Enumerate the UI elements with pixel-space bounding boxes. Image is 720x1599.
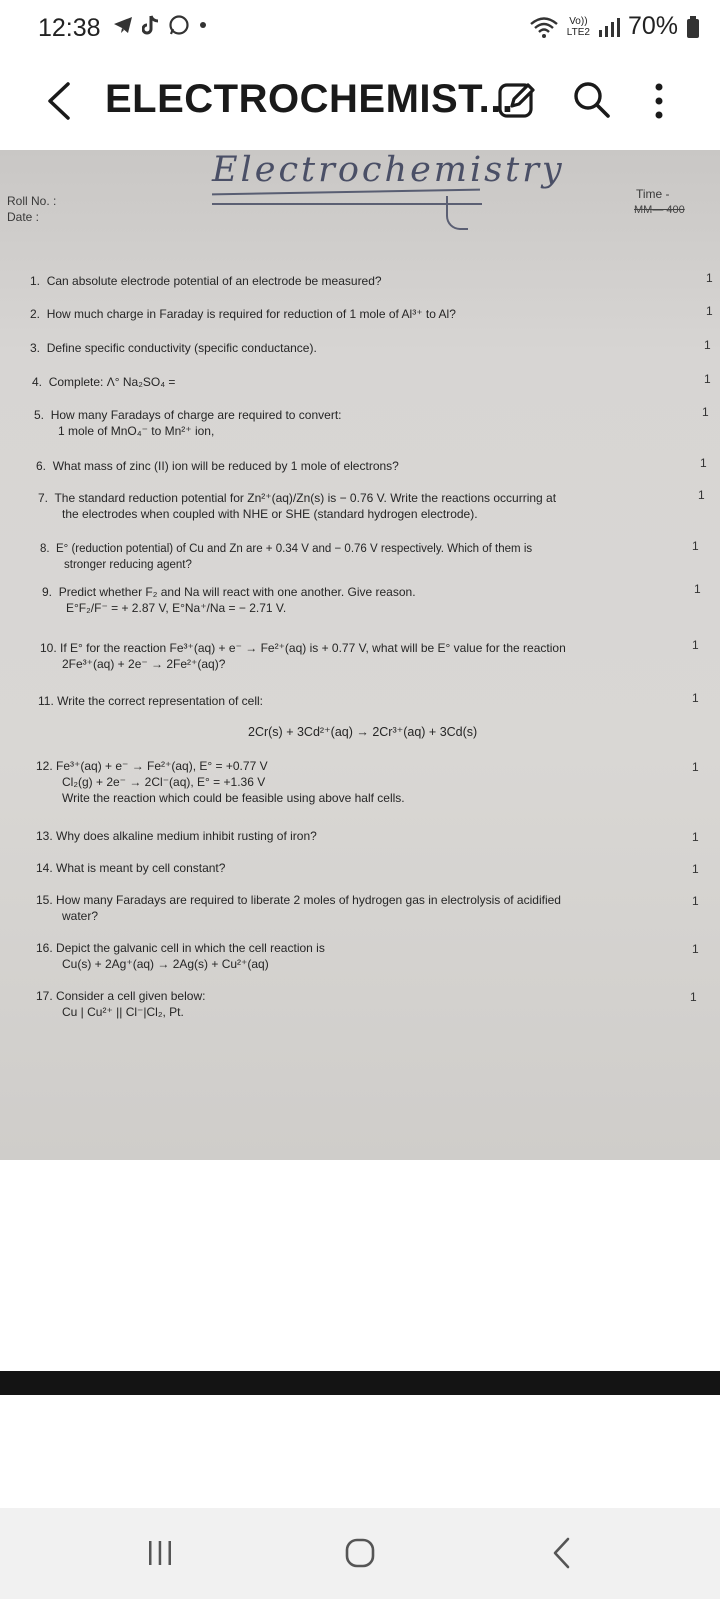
mark-1: 1 bbox=[706, 271, 713, 285]
question-16: 16. Depict the galvanic cell in which the cell reaction is Cu(s) + 2Ag⁺(aq) → 2Ag(s) + Cu²⁺(aq) bbox=[36, 941, 325, 971]
roll-no-label: Roll No. : bbox=[7, 194, 57, 208]
mark-14: 1 bbox=[692, 862, 699, 876]
question-12: 12. Fe³⁺(aq) + e⁻ → Fe²⁺(aq), E° = +0.77 V Cl₂(g) + 2e⁻ → 2Cl⁻(aq), E° = +1.36 V Write the reaction which could be feasible using above half cells. bbox=[36, 759, 405, 805]
back-icon bbox=[550, 1536, 574, 1570]
navigation-bar bbox=[0, 1508, 720, 1599]
volte-indicator: Vo)) LTE2 bbox=[566, 15, 590, 38]
search-button[interactable] bbox=[568, 77, 614, 123]
question-15: 15. How many Faradays are required to liberate 2 moles of hydrogen gas in electrolysis of acidified water? bbox=[36, 893, 561, 923]
system-icons bbox=[529, 12, 700, 41]
notification-icons bbox=[112, 14, 208, 36]
recent-apps-button[interactable] bbox=[145, 1538, 175, 1568]
question-6: 6. What mass of zinc (II) ion will be reduced by 1 mole of electrons? bbox=[36, 459, 399, 473]
question-14: 14. What is meant by cell constant? bbox=[36, 861, 226, 875]
tiktok-icon bbox=[142, 14, 160, 36]
mark-8: 1 bbox=[692, 539, 699, 553]
handwritten-underline bbox=[212, 203, 482, 205]
app-bar bbox=[0, 60, 720, 146]
mark-5: 1 bbox=[702, 405, 709, 419]
question-9: 9. Predict whether F₂ and Na will react with one another. Give reason. E°F₂/F⁻ = + 2.87 V, E°Na⁺/Na = − 2.71 V. bbox=[42, 585, 416, 615]
recent-apps-icon bbox=[145, 1538, 175, 1568]
cell-equation: 2Cr(s) + 3Cd²⁺(aq) → 2Cr³⁺(aq) + 3Cd(s) bbox=[248, 725, 478, 739]
whatsapp-icon bbox=[168, 14, 190, 36]
question-13: 13. Why does alkaline medium inhibit rusting of iron? bbox=[36, 829, 317, 843]
question-2: 2. How much charge in Faraday is required for reduction of 1 mole of Al³⁺ to Al? bbox=[30, 307, 456, 321]
question-1: 1. Can absolute electrode potential of an electrode be measured? bbox=[30, 274, 382, 288]
dot-icon bbox=[198, 20, 208, 30]
mark-16: 1 bbox=[692, 942, 699, 956]
question-11: 11. Write the correct representation of cell: bbox=[38, 694, 264, 708]
date-label: Date : bbox=[7, 210, 40, 224]
back-button[interactable] bbox=[40, 78, 80, 124]
viewer-divider bbox=[0, 1371, 720, 1395]
mark-10: 1 bbox=[692, 638, 699, 652]
mark-12: 1 bbox=[692, 760, 699, 774]
mark-6: 1 bbox=[700, 456, 707, 470]
telegram-icon bbox=[112, 15, 134, 35]
home-icon bbox=[343, 1536, 377, 1570]
battery-percent: 70% bbox=[627, 12, 678, 40]
question-8: 8. E° (reduction potential) of Cu and Zn are + 0.34 V and − 0.76 V respectively. Which of them is stronger reducing agent? bbox=[40, 543, 533, 571]
more-options-button[interactable] bbox=[646, 77, 672, 125]
mark-4: 1 bbox=[704, 372, 711, 386]
time-label: Time - bbox=[636, 187, 670, 201]
mark-9: 1 bbox=[694, 582, 701, 596]
signal-icon bbox=[598, 16, 620, 38]
question-10: 10. If E° for the reaction Fe³⁺(aq) + e⁻ → Fe²⁺(aq) is + 0.77 V, what will be E° value for the reaction 2Fe³⁺(aq) + 2e⁻ → 2Fe²⁺(aq)? bbox=[40, 641, 566, 671]
battery-icon bbox=[686, 15, 700, 39]
edit-button[interactable] bbox=[495, 77, 541, 123]
edit-icon bbox=[495, 77, 541, 123]
mark-3: 1 bbox=[704, 338, 711, 352]
question-7: 7. The standard reduction potential for Zn²⁺(aq)/Zn(s) is − 0.76 V. Write the reactions occurring at the electrodes when coupled with NHE or SHE (standard hydrogen electrode). bbox=[38, 491, 557, 521]
mark-15: 1 bbox=[692, 894, 699, 908]
handwritten-flourish bbox=[446, 196, 468, 230]
status-time: 12:38 bbox=[38, 14, 101, 42]
mark-2: 1 bbox=[706, 304, 713, 318]
mark-13: 1 bbox=[692, 830, 699, 844]
question-5: 5. How many Faradays of charge are required to convert: 1 mole of MnO₄⁻ to Mn²⁺ ion, bbox=[34, 408, 342, 438]
chevron-left-icon bbox=[40, 78, 80, 124]
home-button[interactable] bbox=[343, 1536, 377, 1570]
handwritten-title: Electrochemistry bbox=[212, 150, 565, 190]
mark-17: 1 bbox=[690, 990, 697, 1004]
mark-7: 1 bbox=[698, 488, 705, 502]
question-3: 3. Define specific conductivity (specific conductance). bbox=[30, 341, 317, 355]
nav-back-button[interactable] bbox=[550, 1536, 574, 1570]
wifi-icon bbox=[529, 15, 559, 39]
question-17: 17. Consider a cell given below: Cu | Cu²⁺ || Cl⁻|Cl₂, Pt. bbox=[36, 989, 206, 1019]
more-vertical-icon bbox=[646, 77, 672, 125]
search-icon bbox=[568, 77, 614, 123]
document-image[interactable] bbox=[0, 150, 720, 1160]
max-marks-label: MM— 400 bbox=[634, 204, 685, 216]
page-title: ELECTROCHEMIST... bbox=[105, 77, 514, 121]
status-bar bbox=[0, 0, 720, 60]
question-4: 4. Complete: Λ° Na₂SO₄ = bbox=[32, 375, 176, 389]
mark-11: 1 bbox=[692, 691, 699, 705]
